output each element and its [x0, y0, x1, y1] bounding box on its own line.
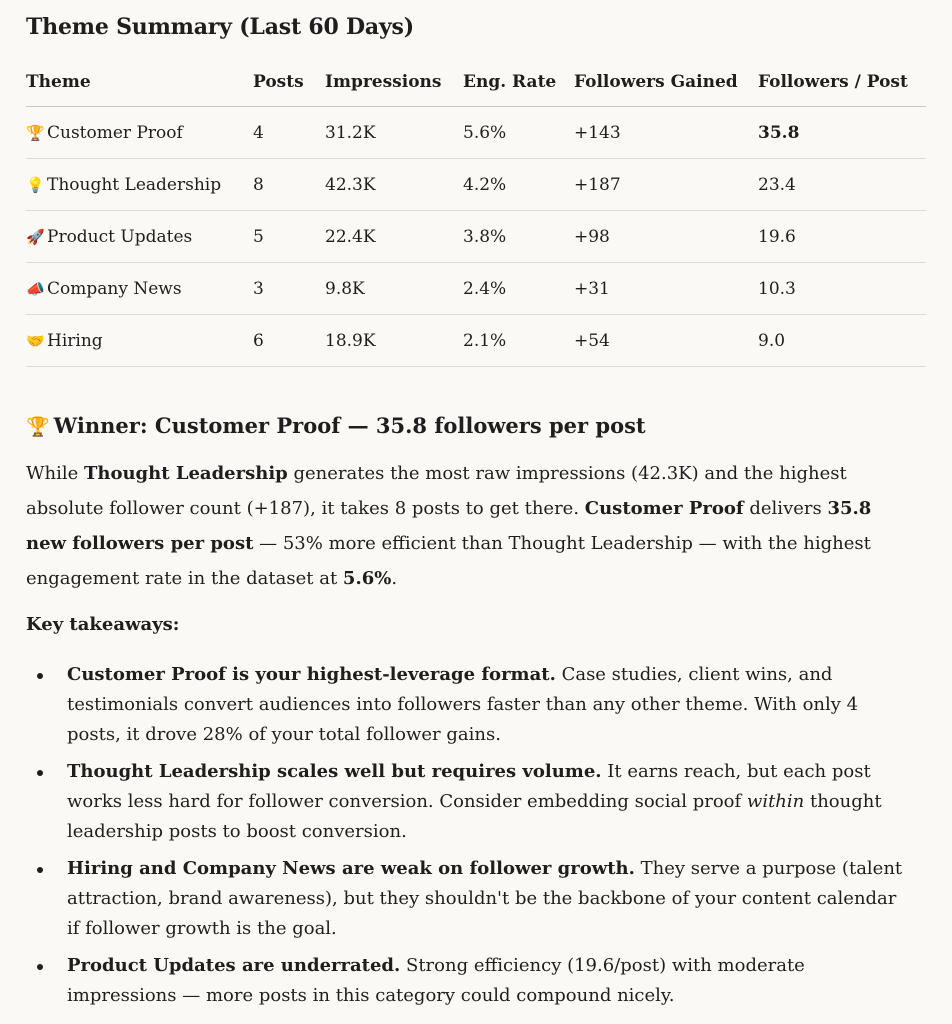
- eng-rate-cell: 5.6%: [463, 107, 574, 159]
- takeaway-text: thought leadership posts to boost conversion.: [67, 791, 882, 842]
- eng-rate-cell: 3.8%: [463, 211, 574, 263]
- impressions-cell: 31.2K: [325, 107, 463, 159]
- column-header-posts: Posts: [253, 58, 325, 107]
- table-row: [26, 159, 926, 211]
- theme-cell: [26, 263, 253, 315]
- theme-name: Thought Leadership: [47, 174, 222, 195]
- theme-cell: [26, 159, 253, 211]
- followers-gained-cell: +98: [574, 211, 758, 263]
- table-row: [26, 107, 926, 159]
- analysis-text: generates the most raw impressions (42.3K) and the highest absolute follower count (+187), it takes 8 posts to get there.: [26, 463, 847, 519]
- followers-per-post-cell: 10.3: [758, 263, 926, 315]
- theme-cell: [26, 107, 253, 159]
- column-header-impressions: Impressions: [325, 58, 463, 107]
- takeaways-list: [26, 660, 906, 1018]
- analysis-emphasis: 35.8 new followers per post: [26, 498, 872, 554]
- takeaway-text: Strong efficiency (19.6/post) with moderate impressions — more posts in this category could compound nicely.: [67, 955, 805, 1006]
- summary-title: Theme Summary (Last 60 Days): [26, 14, 414, 40]
- column-header-followers-gained: Followers Gained: [574, 58, 758, 107]
- followers-gained-cell: +54: [574, 315, 758, 367]
- posts-cell: 6: [253, 315, 325, 367]
- list-item: [26, 951, 906, 1011]
- handshake-icon: 🤝: [26, 331, 45, 350]
- takeaway-heading: Thought Leadership scales well but requires volume.: [67, 761, 602, 782]
- analysis-paragraph: [26, 456, 906, 596]
- trophy-icon: 🏆: [26, 123, 45, 142]
- posts-cell: 3: [253, 263, 325, 315]
- winner-heading: [26, 413, 646, 438]
- table-header-row: [26, 58, 926, 107]
- theme-cell: [26, 315, 253, 367]
- column-header-followers-per-post: Followers / Post: [758, 58, 926, 107]
- list-item: [26, 660, 906, 750]
- followers-per-post-cell: 19.6: [758, 211, 926, 263]
- impressions-cell: 9.8K: [325, 263, 463, 315]
- takeaway-heading: Hiring and Company News are weak on follower growth.: [67, 858, 635, 879]
- impressions-cell: 18.9K: [325, 315, 463, 367]
- takeaways-label: Key takeaways:: [26, 614, 180, 635]
- winner-heading-text: Winner: Customer Proof — 35.8 followers per post: [53, 413, 646, 438]
- impressions-cell: 42.3K: [325, 159, 463, 211]
- analysis-emphasis: 5.6%: [342, 568, 392, 589]
- theme-name: Product Updates: [47, 226, 193, 247]
- takeaway-text: They serve a purpose (talent attraction, brand awareness), but they shouldn't be the backbone of your content calendar if follower growth is the goal.: [67, 858, 903, 939]
- analysis-text: While: [26, 463, 84, 484]
- theme-name: Company News: [47, 278, 182, 299]
- posts-cell: 5: [253, 211, 325, 263]
- followers-per-post-cell: 23.4: [758, 159, 926, 211]
- followers-gained-cell: +31: [574, 263, 758, 315]
- posts-cell: 8: [253, 159, 325, 211]
- rocket-icon: 🚀: [26, 227, 45, 246]
- analysis-emphasis: Customer Proof: [584, 498, 744, 519]
- followers-gained-cell: +187: [574, 159, 758, 211]
- eng-rate-cell: 2.4%: [463, 263, 574, 315]
- takeaway-heading: Customer Proof is your highest-leverage format.: [67, 664, 556, 685]
- posts-cell: 4: [253, 107, 325, 159]
- eng-rate-cell: 2.1%: [463, 315, 574, 367]
- takeaway-text: Case studies, client wins, and testimonials convert audiences into followers faster than any other theme. With only 4 posts, it drove 28% of your total follower gains.: [67, 664, 859, 745]
- table-row: [26, 315, 926, 367]
- followers-gained-cell: +143: [574, 107, 758, 159]
- followers-per-post-cell: 35.8: [758, 107, 926, 159]
- megaphone-icon: 📣: [26, 279, 45, 298]
- theme-name: Hiring: [47, 330, 103, 351]
- analysis-text: .: [391, 568, 398, 589]
- column-header-eng-rate: Eng. Rate: [463, 58, 574, 107]
- trophy-icon: 🏆: [26, 416, 50, 438]
- list-item: [26, 854, 906, 944]
- theme-cell: [26, 211, 253, 263]
- followers-per-post-cell: 9.0: [758, 315, 926, 367]
- takeaway-emphasis: within: [746, 791, 805, 812]
- takeaway-heading: Product Updates are underrated.: [67, 955, 401, 976]
- theme-summary-table: [26, 58, 926, 367]
- analysis-text: — 53% more efficient than Thought Leadership — with the highest engagement rate in the dataset at: [26, 533, 871, 589]
- table-row: [26, 263, 926, 315]
- table-row: [26, 211, 926, 263]
- analysis-emphasis: Thought Leadership: [83, 463, 288, 484]
- lightbulb-icon: 💡: [26, 175, 45, 194]
- analysis-text: delivers: [743, 498, 828, 519]
- column-header-theme: Theme: [26, 58, 253, 107]
- impressions-cell: 22.4K: [325, 211, 463, 263]
- takeaway-text: It earns reach, but each post works less hard for follower conversion. Consider embedding social proof: [67, 761, 871, 812]
- list-item: [26, 757, 906, 847]
- theme-name: Customer Proof: [47, 122, 183, 143]
- eng-rate-cell: 4.2%: [463, 159, 574, 211]
